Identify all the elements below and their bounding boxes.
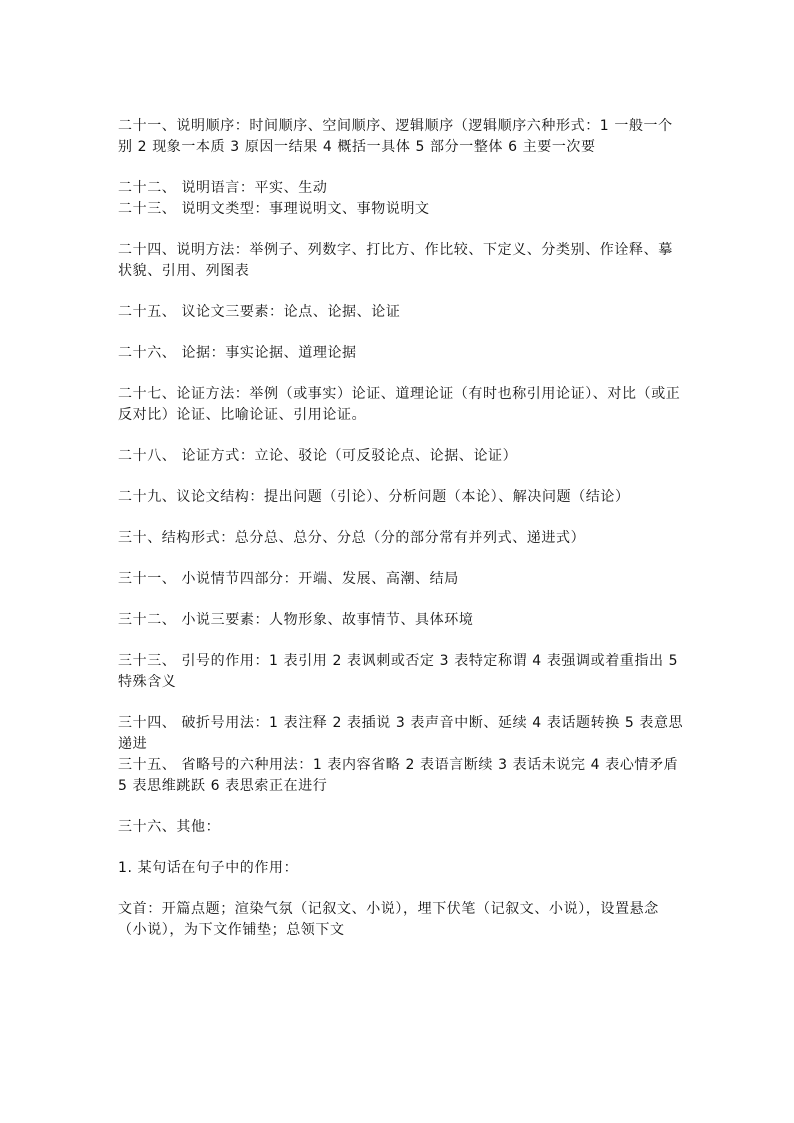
- paragraph-opening: 文首：开篇点题；渲染气氛（记叙文、小说），埋下伏笔（记叙文、小说），设置悬念（小说），为下文作铺垫；总领下文: [118, 901, 659, 938]
- paragraph-32: 三十二、 小说三要素：人物形象、故事情节、具体环境: [118, 612, 474, 628]
- document-body: [118, 116, 686, 941]
- paragraph-33: 三十三、 引号的作用：1 表引用 2 表讽刺或否定 3 表特定称谓 4 表强调或着重指出 5 特殊含义: [118, 653, 679, 690]
- paragraph-34: 三十四、 破折号用法：1 表注释 2 表插说 3 表声音中断、延续 4 表话题转换 5 表意思递进: [118, 715, 684, 752]
- paragraph-31: 三十一、 小说情节四部分：开端、发展、高潮、结局: [118, 571, 459, 587]
- subheading-1: 1. 某句话在句子中的作用：: [118, 860, 299, 876]
- paragraph-24: 二十四、说明方法：举例子、列数字、打比方、作比较、下定义、分类别、作诠释、摹状貌、引用、列图表: [118, 242, 673, 279]
- paragraph-36: 三十六、其他：: [118, 819, 221, 835]
- paragraph-23: 二十三、 说明文类型：事理说明文、事物说明文: [118, 201, 430, 217]
- paragraph-30: 三十、结构形式：总分总、总分、分总（分的部分常有并列式、递进式）: [118, 530, 586, 546]
- paragraph-21: 二十一、说明顺序：时间顺序、空间顺序、逻辑顺序（逻辑顺序六种形式：1 一般一个别 2 现象一本质 3 原因一结果 4 概括一具体 5 部分一整体 6 主要一次要: [118, 118, 673, 155]
- paragraph-26: 二十六、 论据：事实论据、道理论据: [118, 345, 357, 361]
- paragraph-27: 二十七、论证方法：举例（或事实）论证、道理论证（有时也称引用论证）、对比（或正反对比）论证、比喻论证、引用论证。: [118, 386, 681, 423]
- paragraph-25: 二十五、 议论文三要素：论点、论据、论证: [118, 304, 401, 320]
- paragraph-22: 二十二、 说明语言：平实、生动: [118, 180, 328, 196]
- paragraph-28: 二十八、 论证方式：立论、驳论（可反驳论点、论据、论证）: [118, 448, 518, 464]
- paragraph-29: 二十九、议论文结构：提出问题（引论）、分析问题（本论）、解决问题（结论）: [118, 489, 630, 505]
- paragraph-35: 三十五、 省略号的六种用法：1 表内容省略 2 表语言断续 3 表话未说完 4 表心情矛盾 5 表思维跳跃 6 表思索正在进行: [118, 757, 679, 794]
